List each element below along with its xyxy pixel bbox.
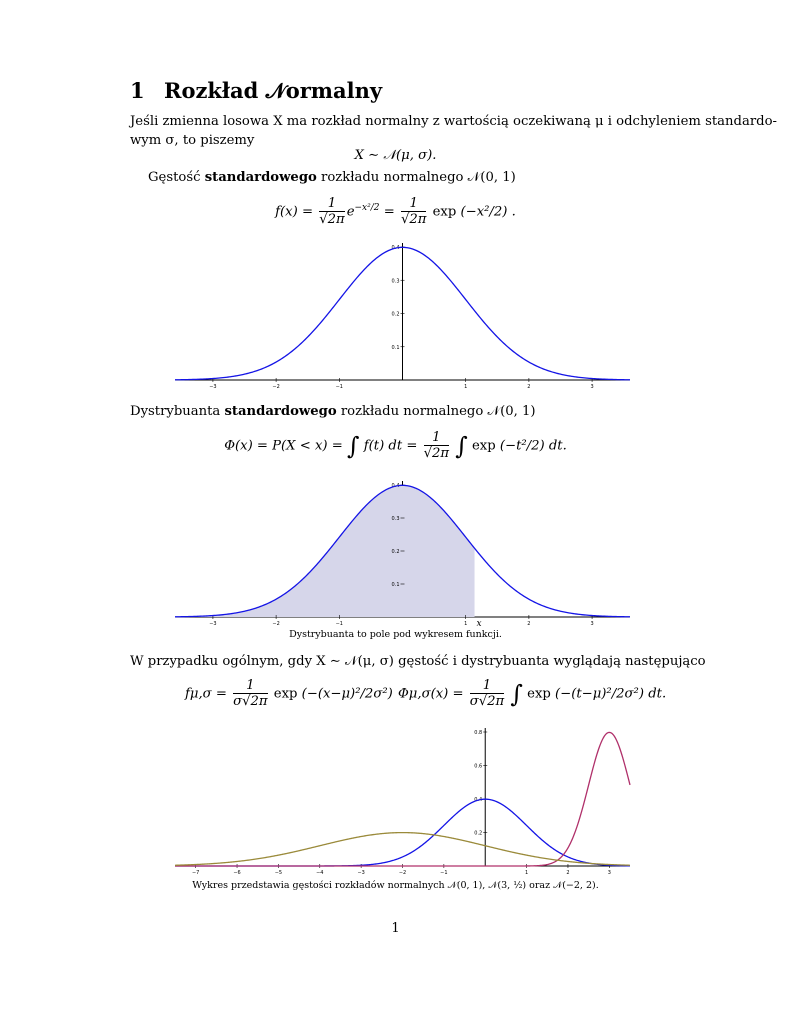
density-fraction-num: 1 — [319, 196, 344, 212]
y-tick-label: 0.3 — [391, 516, 400, 522]
y-tick-label: 0.2 — [391, 549, 400, 555]
density-exp-word: exp — [432, 204, 457, 220]
density-intro-post: rozkładu normalnego 𝒩(0, 1) — [316, 170, 516, 185]
y-tick-label: 0.2 — [474, 830, 483, 837]
density-fraction-2-den: √2π — [400, 212, 427, 227]
density-fraction-2-num: 1 — [401, 196, 426, 212]
x-tick-label: 2 — [527, 621, 531, 627]
x-tick-label: 3 — [607, 870, 611, 876]
y-tick-label: 0.6 — [474, 763, 483, 770]
general-phi-exp: exp — [527, 686, 551, 702]
general-caption: Wykres przedstawia gęstości rozkładów normalnych 𝒩(0, 1), 𝒩(3, ½) oraz 𝒩(−2, 2). — [192, 880, 599, 891]
cdf-mid: f(t) dt = — [363, 438, 418, 454]
general-phi-end: dt. — [648, 686, 667, 702]
general-f-paren: (−(x−μ)²/2σ²) — [301, 686, 393, 702]
x-tick-label: −1 — [335, 384, 343, 390]
y-tick-label: 0.1 — [391, 582, 400, 588]
integral-sign-3-icon: ∫ — [510, 680, 523, 708]
cdf-caption: Dystrybuanta to pole pod wykresem funkcji. — [289, 629, 502, 640]
display-notation: X ∼ 𝒩(μ, σ). — [354, 148, 437, 163]
x-tick-label: −4 — [316, 870, 324, 876]
cdf-fraction-num: 1 — [424, 430, 449, 446]
density-intro-pre: Gęstość — [148, 170, 205, 185]
shade-limit-label: x — [476, 619, 482, 629]
general-phi-den: σ√2π — [469, 694, 505, 709]
y-tick-label: 0.8 — [474, 730, 483, 736]
density-exp-base: e — [346, 204, 355, 220]
density-fraction-den: √2π — [319, 212, 345, 227]
x-tick-label: −1 — [440, 870, 448, 876]
x-tick-label: −3 — [209, 621, 217, 627]
cdf-fraction-den: √2π — [423, 446, 450, 461]
y-tick-label: 0.4 — [391, 245, 400, 251]
integral-sign-2-icon: ∫ — [455, 432, 468, 460]
y-tick-label: 0.4 — [391, 483, 400, 489]
x-tick-label: −2 — [398, 870, 407, 876]
cdf-exp-word: exp — [472, 438, 496, 454]
y-tick-label: 0.1 — [391, 344, 400, 351]
density-paren: (−x²/2) — [460, 204, 508, 220]
x-tick-label: 1 — [464, 621, 468, 627]
x-tick-label: 2 — [527, 384, 531, 390]
density-eq: = — [383, 204, 395, 220]
x-tick-label: 2 — [566, 870, 570, 876]
cdf-end: dt. — [548, 438, 567, 454]
page-number: 1 — [391, 921, 400, 936]
general-phi-num: 1 — [470, 678, 504, 694]
density-intro-bold: standardowego — [204, 170, 317, 185]
x-tick-label: 1 — [524, 870, 529, 876]
x-tick-label: −3 — [209, 384, 217, 390]
y-tick-label: 0.4 — [474, 797, 483, 803]
x-tick-label: −3 — [357, 870, 365, 876]
section-title: Rozkład 𝒩ormalny — [164, 78, 383, 103]
general-f-num: 1 — [233, 678, 267, 694]
y-tick-label: 0.2 — [391, 311, 400, 318]
general-f-den: σ√2π — [233, 694, 268, 709]
x-tick-label: 3 — [590, 621, 594, 627]
section-number: 1 — [130, 78, 145, 103]
general-f-lhs: fμ,σ = — [185, 686, 227, 702]
general-f-exp: exp — [273, 686, 298, 702]
cdf-intro-pre: Dystrybuanta — [130, 404, 225, 419]
x-tick-label: −6 — [233, 870, 241, 876]
density-end: . — [511, 204, 516, 220]
cdf-paren: (−t²/2) — [499, 438, 545, 454]
intro-line-1: Jeśli zmienna losowa X ma rozkład normalny z wartością oczekiwaną μ i odchyleniem standardo- — [130, 114, 777, 129]
x-tick-label: −2 — [272, 621, 280, 627]
x-tick-label: 1 — [464, 384, 468, 390]
x-tick-label: −7 — [191, 870, 200, 876]
general-intro: W przypadku ogólnym, gdy X ∼ 𝒩(μ, σ) gęstość i dystrybuanta wyglądają następująco — [130, 654, 706, 669]
cdf-lhs: Φ(x) = P(X < x) = — [224, 438, 343, 454]
intro-line-2: wym σ, to piszemy — [130, 133, 255, 148]
general-phi-paren: (−(t−μ)²/2σ²) — [555, 686, 644, 702]
cdf-intro-post: rozkładu normalnego 𝒩(0, 1) — [336, 404, 536, 419]
x-tick-label: −5 — [274, 870, 283, 876]
x-tick-label: −1 — [335, 621, 343, 627]
cdf-intro-bold: standardowego — [224, 404, 337, 419]
density-curve-1 — [175, 732, 630, 866]
general-phi-lhs: Φμ,σ(x) = — [398, 686, 464, 702]
x-tick-label: 3 — [590, 384, 594, 390]
density-curve-2 — [175, 830, 630, 866]
integral-sign-icon: ∫ — [347, 432, 360, 460]
density-lhs: f(x) = — [275, 204, 314, 220]
y-tick-label: 0.3 — [391, 278, 400, 285]
density-exponent: −x²/2 — [354, 203, 380, 214]
x-tick-label: −2 — [272, 384, 280, 390]
